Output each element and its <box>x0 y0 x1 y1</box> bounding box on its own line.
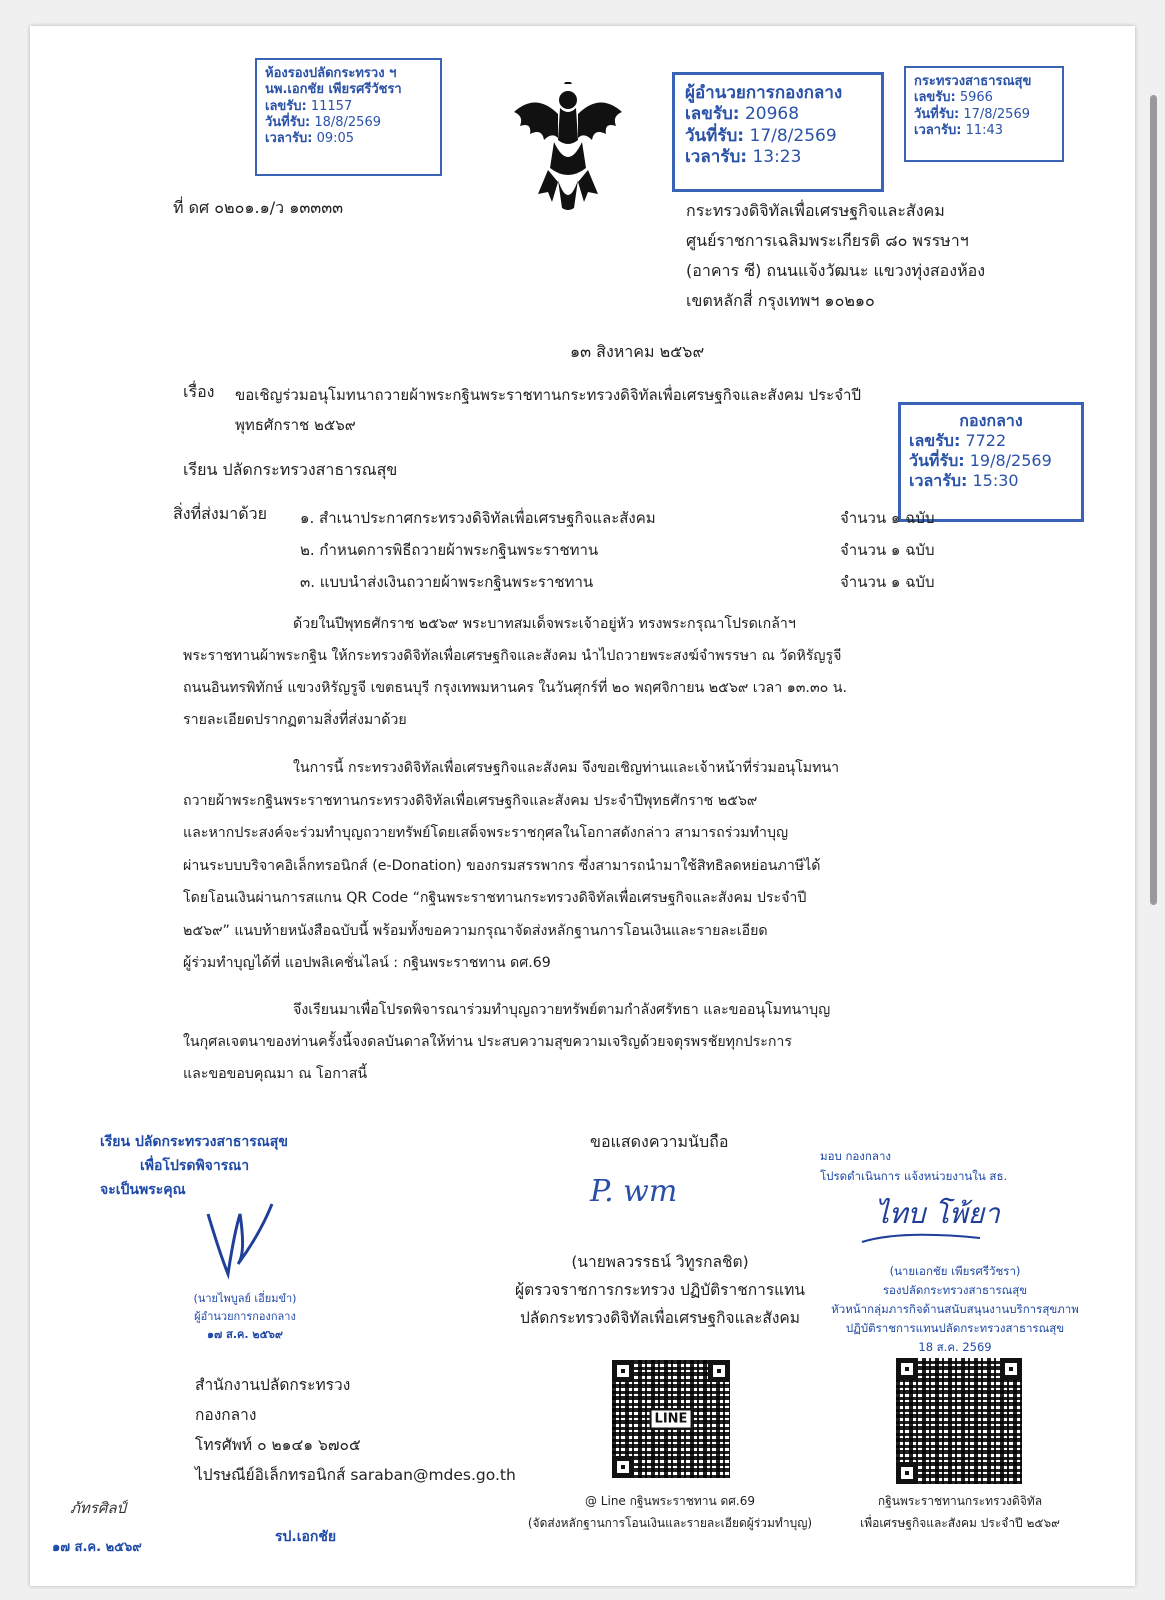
stamp-row: วันที่รับ: 17/8/2569 <box>914 106 1030 122</box>
enclosure-list <box>300 502 656 598</box>
document-page <box>30 26 1135 1586</box>
enclosure-quantities <box>840 502 934 598</box>
stamp-row: วันที่รับ: 17/8/2569 <box>685 125 837 146</box>
body-paragraph-3: จึงเรียนมาเพื่อโปรดพิจารณาร่วมทำบุญถวายทรัพย์ตามกำลังศรัทธา และขออนุโมทนาบุญ ในกุศลเจตนาของท่านครั้งนี้จงดลบันดาลให้ท่าน ประสบความสุขความเจริญด้วยจตุรพรชัยทุกประการ และขอขอบคุณมา ณ โอกาสนี้ <box>183 1002 831 1082</box>
enclosure-qty: จำนวน ๑ ฉบับ <box>840 541 935 559</box>
line-qr-caption: @ Line กฐินพระราชทาน ดศ.69 (จัดส่งหลักฐานการโอนเงินและรายละเอียดผู้ร่วมทำบุญ) <box>527 1494 813 1530</box>
receipt-stamp-deputy-office <box>255 58 442 176</box>
subject-label: เรื่อง <box>183 382 215 401</box>
stamp-row: เวลารับ: 13:23 <box>685 146 802 167</box>
stamp-title: กระทรวงสาธารณสุข <box>914 74 1032 89</box>
office-contact: สำนักงานปลัดกระทรวง กองกลาง โทรศัพท์ ๐ ๒๑๔๑ ๖๗๐๕ ไปรษณีย์อิเล็กทรอนิกส์ saraban@mdes.go.th <box>195 1376 516 1484</box>
document-number: ที่ ดศ ๐๒๐๑.๑/ว ๑๓๓๓๓ <box>173 198 344 217</box>
subject-text: ขอเชิญร่วมอนุโมทนาถวายผ้าพระกฐินพระราชทานกระทรวงดิจิทัลเพื่อเศรษฐกิจและสังคม ประจำปี พุทธศักราช ๒๕๖๙ <box>235 386 861 434</box>
sender-address: กระทรวงดิจิทัลเพื่อเศรษฐกิจและสังคม ศูนย์ราชการเฉลิมพระเกียรติ ๘๐ พรรษาฯ (อาคาร ซี) ถนนแจ้งวัฒนะ แขวงทุ่งสองห้อง เขตหลักสี่ กรุงเทพฯ ๑๐๒๑๐ <box>686 201 986 310</box>
routing-note: รป.เอกชัย <box>275 1529 337 1545</box>
closing: ขอแสดงความนับถือ <box>590 1132 729 1151</box>
donation-qr-code[interactable] <box>896 1358 1022 1484</box>
stamp-row: เลขรับ: 20968 <box>685 104 800 125</box>
signature-block-left: (นายไพบูลย์ เอี่ยมขำ) ผู้อำนวยการกองกลาง ๑๗ ส.ค. ๒๕๖๙ <box>193 1292 297 1341</box>
recipient: เรียน ปลัดกระทรวงสาธารณสุข <box>183 460 398 479</box>
enclosure-item: ๒. กำหนดการพิธีถวายผ้าพระกฐินพระราชทาน <box>300 541 599 559</box>
stamp-row: เลขรับ: 7722 <box>909 431 1007 450</box>
enclosure-label: สิ่งที่ส่งมาด้วย <box>173 504 267 523</box>
stamp-row: วันที่รับ: 18/8/2569 <box>265 114 381 130</box>
signature-right: ไทบ โพ้ยา <box>875 1197 1000 1230</box>
stamp-line: นพ.เอกชัย เพียรศรีวัชรา <box>265 82 402 98</box>
donation-qr-caption: กฐินพระราชทานกระทรวงดิจิทัล เพื่อเศรษฐกิจและสังคม ประจำปี ๒๕๖๙ <box>860 1494 1060 1530</box>
stamp-row: เลขรับ: 5966 <box>914 90 993 106</box>
initials: ภัทรศิลป์ <box>70 1499 127 1517</box>
stamp-line: ห้องรองปลัดกระทรวง ฯ <box>265 66 397 81</box>
signature-center: P. wm <box>590 1174 678 1209</box>
vertical-scrollbar[interactable] <box>1150 95 1157 905</box>
receipt-stamp-director <box>672 72 884 192</box>
initials-date: ๑๗ ส.ค. ๒๕๖๙ <box>52 1540 142 1555</box>
garuda-emblem-icon <box>508 82 628 212</box>
stamp-row: เวลารับ: 09:05 <box>265 131 355 146</box>
handwritten-note-right: มอบ กองกลาง โปรดดำเนินการ แจ้งหน่วยงานใน สธ. <box>820 1149 1008 1183</box>
receipt-stamp-ministry <box>904 66 1064 162</box>
enclosure-qty: จำนวน ๑ ฉบับ <box>840 573 935 591</box>
stamp-row: วันที่รับ: 19/8/2569 <box>909 451 1052 470</box>
stamp-row: เวลารับ: 15:30 <box>909 471 1019 490</box>
signature-left <box>200 1194 280 1284</box>
body-paragraph-1: ด้วยในปีพุทธศักราช ๒๕๖๙ พระบาทสมเด็จพระเจ้าอยู่หัว ทรงพระกรุณาโปรดเกล้าฯ พระราชทานผ้าพระกฐิน ให้กระทรวงดิจิทัลเพื่อเศรษฐกิจและสังคม นำไปถวายพระสงฆ์จำพรรษา ณ วัดหิรัญรูจี ถนนอินทรพิทักษ์ แขวงหิรัญรูจี เขตธนบุรี กรุงเทพมหานคร ในวันศุกร์ที่ ๒๐ พฤศจิกายน ๒๕๖๙ เวลา ๑๓.๓๐ น. รายละเอียดปรากฏตามสิ่งที่ส่งมาด้วย <box>183 616 848 728</box>
enclosure-item: ๓. แบบนำส่งเงินถวายผ้าพระกฐินพระราชทาน <box>300 573 594 591</box>
document-date: ๑๓ สิงหาคม ๒๕๖๙ <box>570 342 705 361</box>
handwritten-note-left: เรียน ปลัดกระทรวงสาธารณสุข เพื่อโปรดพิจารณา จะเป็นพระคุณ <box>100 1134 288 1198</box>
signature-underline-icon <box>860 1228 1000 1248</box>
line-qr-code[interactable] <box>612 1360 730 1478</box>
signature-block-right: (นายเอกชัย เพียรศรีวัชรา) รองปลัดกระทรวงสาธารณสุข หัวหน้ากลุ่มภารกิจด้านสนับสนุนงานบริการสุขภาพ ปฏิบัติราชการแทนปลัดกระทรวงสาธารณสุข 18 ส.ค. 2569 <box>831 1264 1079 1354</box>
stamp-row: เลขรับ: 11157 <box>265 98 353 114</box>
stamp-title: กองกลาง <box>959 411 1023 430</box>
stamp-title: ผู้อำนวยการกองกลาง <box>685 83 843 103</box>
stamp-row: เวลารับ: 11:43 <box>914 122 1004 138</box>
signature-block-center: (นายพลวรรธน์ วิทูรกลชิต) ผู้ตรวจราชการกระทรวง ปฏิบัติราชการแทน ปลัดกระทรวงดิจิทัลเพื่อเศรษฐกิจและสังคม <box>515 1253 805 1327</box>
enclosure-item: ๑. สำเนาประกาศกระทรวงดิจิทัลเพื่อเศรษฐกิจและสังคม <box>300 509 656 527</box>
line-logo-icon: LINE <box>650 1409 693 1430</box>
enclosure-qty: จำนวน ๑ ฉบับ <box>840 509 935 527</box>
body-paragraph-2: ในการนี้ กระทรวงดิจิทัลเพื่อเศรษฐกิจและสังคม จึงขอเชิญท่านและเจ้าหน้าที่ร่วมอนุโมทนา ถวายผ้าพระกฐินพระราชทานกระทรวงดิจิทัลเพื่อเศรษฐกิจและสังคม ประจำปีพุทธศักราช ๒๕๖๙ และหากประสงค์จะร่วมทำบุญถวายทรัพย์โดยเสด็จพระราชกุศลในโอกาสดังกล่าว สามารถร่วมทำบุญ ผ่านระบบบริจาคอิเล็กทรอนิกส์ (e-Donation) ของกรมสรรพากร ซึ่งสามารถนำมาใช้สิทธิลดหย่อนภาษีได้ โดยโอนเงินผ่านการสแกน QR Code “กฐินพระราชทานกระทรวงดิจิทัลเพื่อเศรษฐกิจและสังคม ประจำปี ๒๕๖๙” แนบท้ายหนังสือฉบับนี้ พร้อมทั้งขอความกรุณาจัดส่งหลักฐานการโอนเงินและรายละเอียด ผู้ร่วมทำบุญได้ที่ แอปพลิเคชั่นไลน์ : กฐินพระราชทาน ดศ.69 <box>183 760 840 971</box>
